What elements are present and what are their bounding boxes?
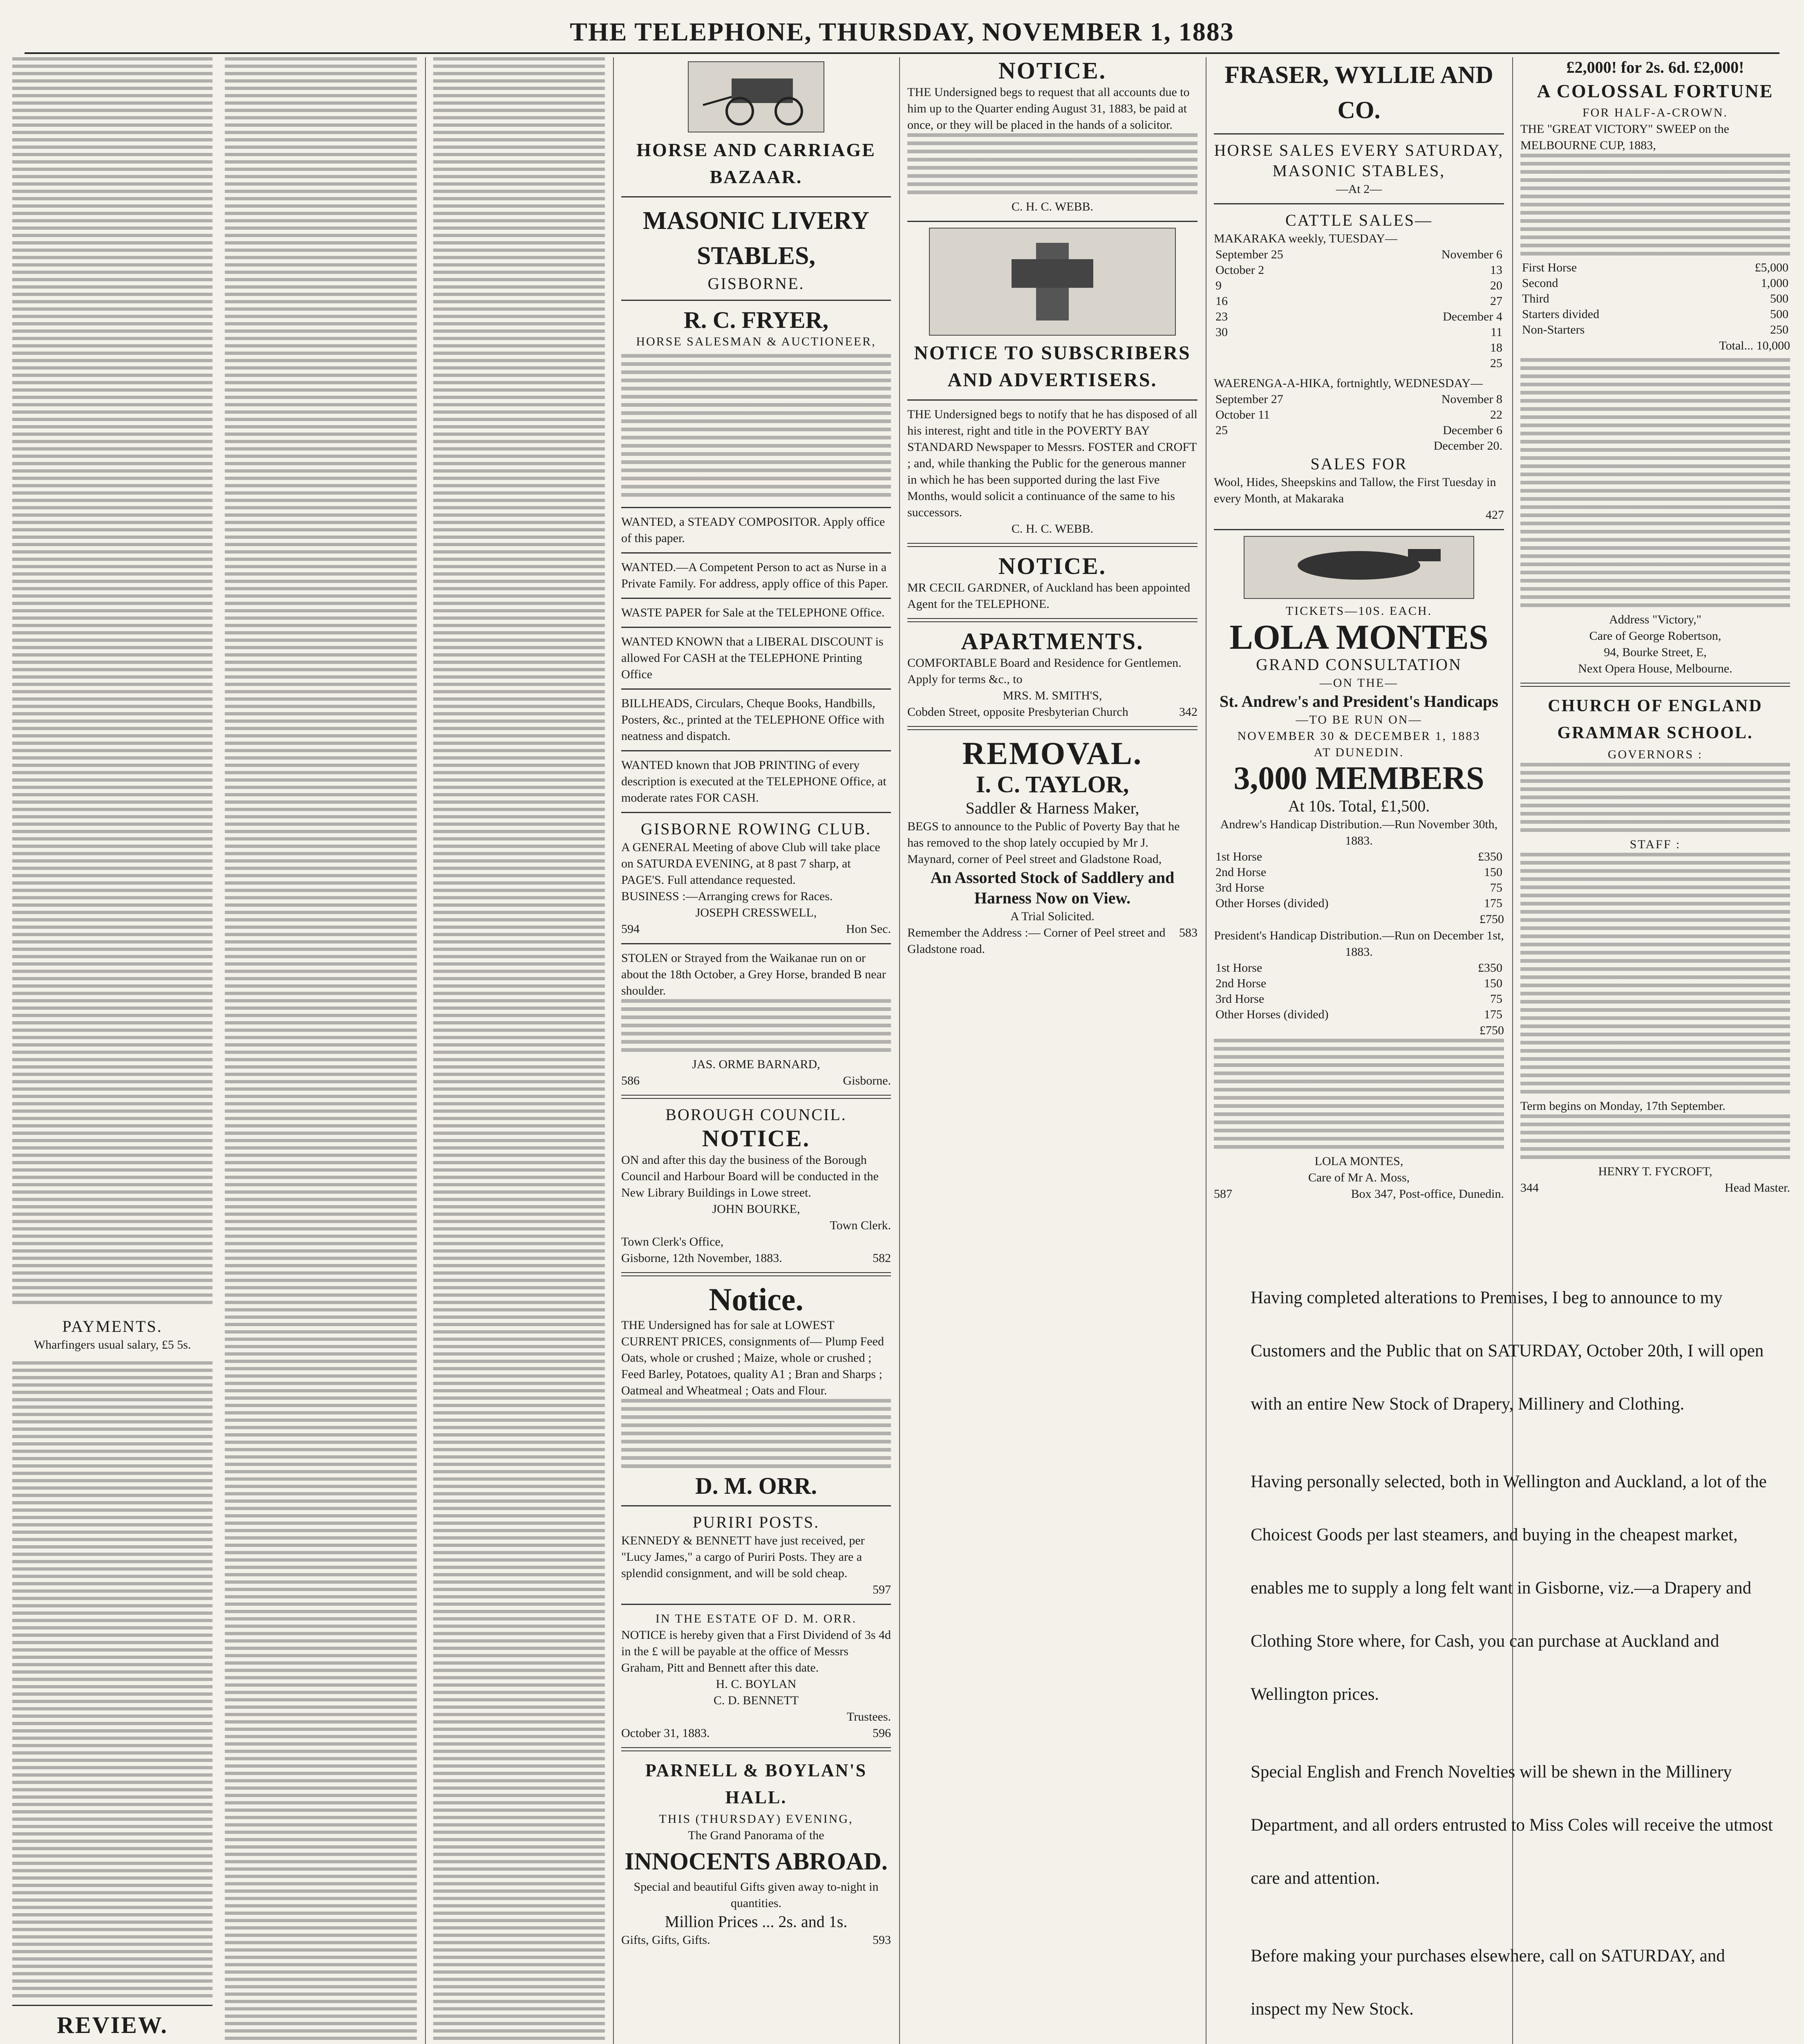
table-cell: 23 — [1215, 310, 1228, 323]
divider — [621, 1095, 891, 1099]
ad-number: 583 — [1179, 926, 1197, 939]
divider — [907, 543, 1197, 547]
hall-gifts: Special and beautiful Gifts given away to-night in quantities. — [633, 1880, 879, 1910]
table-cell: 16 — [1215, 294, 1228, 308]
lola-dates: NOVEMBER 30 & DECEMBER 1, 1883 — [1237, 729, 1481, 743]
table-cell: 27 — [1490, 294, 1502, 308]
table-row — [1214, 392, 1504, 407]
announcement-paragraph: Special English and French Novelties will be shewn in the Millinery Department, and all orders entrusted to Miss Coles will receive the utmost care and attention. — [1251, 1762, 1773, 1888]
table-cell: Starters divided — [1522, 307, 1600, 321]
divider — [907, 221, 1197, 222]
council-body: ON and after this day the business of the Borough Council and Harbour Board will be conducted in the New Library Buildings in Lowe street. — [621, 1153, 879, 1199]
prize-table-1 — [1214, 849, 1504, 911]
fortune-sub: FOR HALF-A-CROWN. — [1582, 106, 1728, 119]
staff-text — [1520, 853, 1790, 1098]
column-5 — [1214, 57, 1504, 1202]
cantle-announcement — [1251, 1271, 1774, 2044]
ad-number: 597 — [873, 1583, 891, 1596]
makaraka-line: MAKARAKA weekly, TUESDAY— — [1214, 232, 1397, 245]
lola-heading: LOLA MONTES — [1229, 617, 1488, 657]
makaraka-dates — [1214, 247, 1504, 371]
cattle-heading: CATTLE SALES— — [1285, 211, 1433, 229]
orr-text — [621, 1399, 891, 1472]
notice-heading: NOTICE. — [998, 57, 1107, 84]
lola-run: —TO BE RUN ON— — [1296, 713, 1422, 726]
table-cell: October 11 — [1215, 408, 1270, 421]
lola-on: —ON THE— — [1319, 676, 1399, 690]
rowing-business: BUSINESS :—Arranging crews for Races. — [621, 890, 833, 903]
table-row — [1214, 991, 1504, 1007]
announcement-paragraph: Having personally selected, both in Wellington and Auckland, a lot of the Choicest Goods per last steamers, and buying in the cheapest market, enables me to supply a long felt want in Gisborne, viz.—a Drapery and Clothing Store where, for Cash, you can purchase at Auckland and Wellington prices. — [1251, 1472, 1767, 1704]
table-cell: 2nd Horse — [1215, 865, 1267, 879]
table-cell: 11 — [1491, 325, 1502, 339]
table-cell: November 6 — [1441, 248, 1502, 261]
hall-panorama: The Grand Panorama of the — [688, 1829, 824, 1842]
table-row — [1214, 438, 1504, 454]
ad-number: 587 — [1214, 1187, 1232, 1201]
table-cell — [1214, 340, 1366, 356]
racehorse-icon — [1253, 541, 1465, 594]
prize-total-1: £750 — [1479, 912, 1504, 926]
racehorse-illustration — [1244, 536, 1474, 599]
table-cell: December 6 — [1443, 424, 1502, 437]
table-cell — [1214, 438, 1358, 454]
table-cell: 30 — [1215, 325, 1228, 339]
column-2 — [225, 57, 417, 2044]
table-row — [1214, 880, 1504, 896]
waerenga-dates — [1214, 392, 1504, 454]
table-cell: Other Horses (divided) — [1215, 1008, 1329, 1021]
table-row — [1214, 262, 1504, 278]
sweep-prize-table — [1520, 260, 1790, 338]
webb-body: THE Undersigned begs to request that all accounts due to him up to the Quarter ending August 31, 1883, be paid at once, or they will be placed in the hands of a solicitor. — [907, 85, 1190, 132]
announcement-paragraph: Having completed alterations to Premises, I beg to announce to my Customers and the Public that on SATURDAY, October 20th, I will open with an entire New Stock of Drapery, Millinery and Clothing. — [1251, 1288, 1764, 1414]
apartments-heading: APARTMENTS. — [961, 628, 1144, 654]
article-text — [433, 57, 605, 2044]
column-6 — [1520, 57, 1790, 1202]
divider — [621, 1747, 891, 1751]
divider — [621, 300, 891, 301]
divider — [1214, 203, 1504, 204]
taylor-stock: An Assorted Stock of Saddlery and Harness Now on View. — [930, 868, 1175, 907]
divider — [621, 552, 891, 554]
table-row — [1214, 294, 1504, 309]
table-cell: 20 — [1490, 279, 1502, 292]
divider — [621, 627, 891, 628]
orr-signature: D. M. ORR. — [695, 1472, 817, 1499]
at-time: —At 2— — [1336, 182, 1382, 196]
table-cell: 2nd Horse — [1215, 977, 1267, 990]
divider — [12, 2005, 213, 2006]
carriage-illustration — [688, 61, 824, 132]
table-cell: £350 — [1478, 961, 1502, 975]
table-row — [1520, 322, 1790, 338]
address-label: Address "Victory," — [1609, 613, 1701, 626]
divider — [621, 812, 891, 813]
table-row — [1214, 1007, 1504, 1022]
ad-number: 586 — [621, 1074, 640, 1087]
lola-care: Care of Mr A. Moss, — [1308, 1171, 1410, 1184]
hall-show-title: INNOCENTS ABROAD. — [624, 1848, 888, 1875]
ad-nurse: WANTED.—A Competent Person to act as Nurse in a Private Family. For address, apply office of this Paper. — [621, 560, 889, 590]
ad-printing: WANTED known that JOB PRINTING of every description is executed at the TELEPHONE Office, at moderate rates FOR CASH. — [621, 758, 886, 805]
webb-signature: C. H. C. WEBB. — [1011, 200, 1094, 213]
removal-heading: REMOVAL. — [962, 735, 1143, 771]
table-cell: Other Horses (divided) — [1215, 896, 1329, 910]
apartments-address: Cobden Street, opposite Presbyterian Church — [907, 705, 1128, 719]
divider — [1214, 133, 1504, 134]
table-cell: 25 — [1215, 424, 1228, 437]
carriage-icon — [695, 66, 817, 128]
table-cell: 150 — [1484, 865, 1502, 879]
term-line: Term begins on Monday, 17th September. — [1520, 1099, 1726, 1113]
table-row — [1214, 896, 1504, 911]
lola-consultation: GRAND CONSULTATION — [1256, 655, 1462, 674]
table-cell: Non-Starters — [1522, 323, 1585, 336]
table-cell: 75 — [1490, 881, 1502, 894]
sweep-text — [1520, 358, 1790, 612]
payments-text: Wharfingers usual salary, £5 5s. — [34, 1338, 191, 1351]
waerenga-line: WAERENGA-A-HIKA, fortnightly, WEDNESDAY— — [1214, 377, 1483, 390]
estate-signature: H. C. BOYLAN — [716, 1677, 797, 1691]
staff-heading: STAFF : — [1629, 838, 1681, 851]
divider — [907, 618, 1197, 622]
masthead: THE TELEPHONE, THURSDAY, NOVEMBER 1, 1883 — [25, 11, 1779, 54]
divider — [621, 507, 891, 508]
pointing-hand-icon — [938, 235, 1167, 329]
table-cell: 175 — [1484, 896, 1502, 910]
tickets-line: TICKETS—10S. EACH. — [1285, 604, 1432, 618]
prize-total-2: £750 — [1479, 1024, 1504, 1037]
ad-billheads: BILLHEADS, Circulars, Cheque Books, Handbills, Posters, &c., printed at the TELEPHONE Office with neatness and dispatch. — [621, 697, 884, 743]
prize-table-2 — [1214, 960, 1504, 1022]
apartments-body: COMFORTABLE Board and Residence for Gentlemen. Apply for terms &c., to — [907, 656, 1182, 686]
column-4 — [907, 57, 1197, 2044]
stolen-signature: JAS. ORME BARNARD, — [692, 1058, 820, 1071]
church-role: Head Master. — [1725, 1181, 1790, 1195]
fryer-name: R. C. FRYER, — [683, 307, 828, 333]
distribution-heading: Andrew's Handicap Distribution.—Run November 30th, 1883. — [1220, 818, 1498, 847]
lola-box: Box 347, Post-office, Dunedin. — [1351, 1187, 1504, 1201]
lola-total: At 10s. Total, £1,500. — [1288, 797, 1430, 815]
subscribers-body: THE Undersigned begs to notify that he has disposed of all his interest, right and title in the POVERTY BAY STANDARD Newspaper to Messrs. FOSTER and CROFT ; and, while thanking the Public for the generous manner in which he has been supported during the last Five Months, would solicit a continuance of the same to his successors. — [907, 408, 1197, 519]
stolen-body: STOLEN or Strayed from the Waikanae run on or about the 18th October, a Grey Horse, branded B near shoulder. — [621, 951, 886, 997]
lola-handicaps: St. Andrew's and President's Handicaps — [1219, 692, 1498, 710]
horse-sales: HORSE SALES EVERY SATURDAY, — [1214, 141, 1504, 159]
lola-place: AT DUNEDIN. — [1314, 746, 1404, 759]
fryer-title: HORSE SALESMAN & AUCTIONEER, — [636, 335, 876, 348]
notice-heading: NOTICE. — [702, 1125, 810, 1152]
table-row — [1520, 276, 1790, 291]
column-3 — [621, 57, 891, 2044]
taylor-name: I. C. TAYLOR, — [976, 771, 1129, 798]
distribution-heading: President's Handicap Distribution.—Run on December 1st, 1883. — [1214, 929, 1504, 959]
masonic-stables: MASONIC STABLES, — [1272, 161, 1446, 180]
subscribers-signature: C. H. C. WEBB. — [1011, 522, 1094, 536]
table-row — [1214, 976, 1504, 991]
taylor-solicit: A Trial Solicited. — [1010, 910, 1094, 923]
ad-number: 427 — [1486, 508, 1504, 522]
fryer-ad-text — [621, 354, 891, 501]
address-care: Care of George Robertson, — [1589, 629, 1721, 643]
table-cell: £5,000 — [1755, 261, 1788, 274]
section-heading: PAYMENTS. — [62, 1317, 163, 1336]
article-text — [12, 57, 213, 1308]
sales-heading: SALES FOR — [1310, 455, 1408, 473]
hall-heading: PARNELL & BOYLAN'S HALL. — [645, 1760, 867, 1807]
announcement-paragraph: Before making your purchases elsewhere, call on SATURDAY, and inspect my New Stock. — [1251, 1946, 1725, 2019]
table-cell: 500 — [1770, 292, 1788, 305]
divider — [621, 196, 891, 197]
divider — [621, 1604, 891, 1605]
estate-heading: IN THE ESTATE OF D. M. ORR. — [655, 1612, 857, 1625]
table-cell: 250 — [1770, 323, 1788, 336]
church-signature: HENRY T. FYCROFT, — [1598, 1165, 1712, 1178]
notice-heading: NOTICE. — [998, 553, 1107, 579]
council-heading: BOROUGH COUNCIL. — [665, 1105, 847, 1124]
gardner-body: MR CECIL GARDNER, of Auckland has been appointed Agent for the TELEPHONE. — [907, 581, 1191, 611]
table-cell: September 25 — [1215, 248, 1283, 261]
hall-prices: Million Prices ... 2s. and 1s. — [665, 1912, 848, 1931]
lola-signature: LOLA MONTES, — [1314, 1154, 1403, 1168]
governors-heading: GOVERNORS : — [1607, 748, 1703, 761]
orr-body: THE Undersigned has for sale at LOWEST CURRENT PRICES, consignments of— Plump Feed Oats, whole or crushed ; Maize, whole or crushed ; Feed Barley, Potatoes, quality A1 ; Bran and Sharps ; Oatmeal and Wheatmeal ; Oats and Flour. — [621, 1318, 884, 1397]
review-heading: REVIEW. — [57, 2012, 168, 2038]
ad-number: 594 — [621, 922, 640, 936]
ad-number: 344 — [1520, 1181, 1539, 1195]
table-cell: 175 — [1484, 1008, 1502, 1021]
rowing-role: Hon Sec. — [846, 922, 891, 936]
table-row — [1214, 407, 1504, 423]
governors-text — [1520, 763, 1790, 836]
council-office: Town Clerk's Office, — [621, 1235, 724, 1248]
ad-number: 596 — [873, 1726, 891, 1740]
table-cell: Third — [1522, 292, 1549, 305]
table-row — [1214, 340, 1504, 356]
table-cell: October 2 — [1215, 263, 1265, 277]
masonic-heading: MASONIC LIVERY STABLES, — [642, 207, 870, 270]
column-2b — [433, 57, 605, 2044]
table-cell: Second — [1522, 276, 1558, 290]
table-cell: December 20. — [1433, 439, 1502, 453]
table-cell: 75 — [1490, 992, 1502, 1006]
address-street: 94, Bourke Street, E, — [1604, 645, 1707, 659]
table-cell: 1,000 — [1761, 276, 1788, 290]
table-row — [1520, 307, 1790, 322]
table-row — [1214, 849, 1504, 865]
ad-number: 593 — [873, 1933, 891, 1947]
table-row — [1520, 291, 1790, 307]
table-cell: 18 — [1490, 341, 1502, 354]
article-text — [12, 1361, 213, 1999]
estate-date: October 31, 1883. — [621, 1726, 710, 1740]
table-cell: 3rd Horse — [1215, 992, 1265, 1006]
divider — [621, 943, 891, 944]
table-row — [1214, 865, 1504, 880]
table-cell: November 8 — [1441, 392, 1502, 406]
table-row — [1214, 247, 1504, 262]
divider — [621, 1505, 891, 1506]
stolen-town: Gisborne. — [843, 1074, 891, 1087]
sweep-text — [1520, 154, 1790, 260]
table-cell: First Horse — [1522, 261, 1577, 274]
council-role: Town Clerk. — [830, 1219, 891, 1232]
masonic-town: GISBORNE. — [707, 274, 805, 293]
webb-text — [907, 133, 1197, 199]
table-row — [1214, 423, 1504, 438]
hall-footer: Gifts, Gifts, Gifts. — [621, 1933, 710, 1947]
table-row — [1520, 260, 1790, 276]
stolen-text — [621, 999, 891, 1056]
table-cell: September 27 — [1215, 392, 1283, 406]
divider — [907, 399, 1197, 401]
church-school-heading: CHURCH OF ENGLAND GRAMMAR SCHOOL. — [1548, 697, 1763, 742]
column-rule — [899, 57, 900, 2044]
table-cell: 500 — [1770, 307, 1788, 321]
estate-signature: C. D. BENNETT — [713, 1694, 799, 1707]
church-text — [1520, 1114, 1790, 1163]
horse-bazaar-heading: HORSE AND CARRIAGE BAZAAR. — [636, 139, 876, 187]
table-row — [1214, 278, 1504, 294]
lola-text — [1214, 1039, 1504, 1153]
table-row — [1214, 325, 1504, 340]
ad-number: 342 — [1179, 705, 1197, 719]
fortune-heading: A COLOSSAL FORTUNE — [1537, 81, 1774, 101]
table-cell: 25 — [1490, 356, 1502, 370]
sweep-total: Total... 10,000 — [1719, 339, 1790, 352]
table-cell: 1st Horse — [1215, 961, 1262, 975]
divider — [621, 750, 891, 751]
ad-compositor: WANTED, a STEADY COMPOSITOR. Apply office of this paper. — [621, 515, 885, 545]
divider — [907, 726, 1197, 730]
taylor-body: BEGS to announce to the Public of Poverty Bay that he has removed to the shop lately occupied by Mr J. Maynard, corner of Peel street and Gladstone Road, — [907, 820, 1180, 866]
puriri-heading: PURIRI POSTS. — [692, 1513, 820, 1531]
fraser-heading: FRASER, WYLLIE AND CO. — [1224, 61, 1493, 123]
taylor-address: Remember the Address :— Corner of Peel street and Gladstone road. — [907, 926, 1166, 956]
rowing-heading: GISBORNE ROWING CLUB. — [640, 820, 872, 838]
council-date: Gisborne, 12th November, 1883. — [621, 1251, 782, 1265]
column-rule — [613, 57, 614, 2044]
article-text — [225, 57, 417, 2044]
notice-heading: Notice. — [709, 1282, 804, 1317]
table-cell: 9 — [1215, 279, 1222, 292]
subscribers-heading: NOTICE TO SUBSCRIBERS AND ADVERTISERS. — [914, 342, 1191, 391]
table-cell: 22 — [1490, 408, 1502, 421]
promo-line: £2,000! for 2s. 6d. £2,000! — [1566, 58, 1744, 76]
divider — [621, 688, 891, 690]
rowing-signature: JOSEPH CRESSWELL, — [695, 906, 817, 919]
sweep-line: THE "GREAT VICTORY" SWEEP on the MELBOURNE CUP, 1883, — [1520, 122, 1729, 152]
address-city: Next Opera House, Melbourne. — [1578, 662, 1732, 675]
table-row — [1214, 356, 1504, 371]
divider — [621, 1272, 891, 1276]
table-cell: 13 — [1490, 263, 1502, 277]
puriri-body: KENNEDY & BENNETT have just received, per "Lucy James," a cargo of Puriri Posts. They are a splendid consignment, and will be sold cheap. — [621, 1534, 865, 1580]
table-cell: 3rd Horse — [1215, 881, 1265, 894]
lola-members: 3,000 MEMBERS — [1233, 760, 1484, 796]
table-cell: 1st Horse — [1215, 850, 1262, 863]
divider — [621, 598, 891, 599]
table-row — [1214, 309, 1504, 325]
ad-waste-paper: WASTE PAPER for Sale at the TELEPHONE Office. — [621, 606, 885, 619]
divider — [1520, 683, 1790, 687]
council-signature: JOHN BOURKE, — [712, 1202, 800, 1216]
column-rule — [425, 57, 426, 2044]
estate-role: Trustees. — [846, 1710, 891, 1724]
table-cell — [1214, 356, 1366, 371]
table-cell: £350 — [1478, 850, 1502, 863]
hall-evening: THIS (THURSDAY) EVENING, — [659, 1812, 853, 1826]
table-cell: 150 — [1484, 977, 1502, 990]
estate-body: NOTICE is hereby given that a First Dividend of 3s 4d in the £ will be payable at the office of Messrs Graham, Pitt and Bennett after this date. — [621, 1628, 891, 1674]
table-cell: December 4 — [1443, 310, 1502, 323]
hand-illustration — [929, 228, 1176, 336]
sales-body: Wool, Hides, Sheepskins and Tallow, the First Tuesday in every Month, at Makaraka — [1214, 475, 1496, 505]
ad-number: 582 — [873, 1251, 891, 1265]
rowing-body: A GENERAL Meeting of above Club will take place on SATURDA EVENING, at 8 past 7 sharp, at PAGE'S. Full attendance requested. — [621, 840, 880, 887]
table-row — [1214, 960, 1504, 976]
divider — [1214, 529, 1504, 530]
apartments-name: MRS. M. SMITH'S, — [1003, 689, 1102, 702]
column-1 — [12, 57, 213, 2044]
ad-discount: WANTED KNOWN that a LIBERAL DISCOUNT is allowed For CASH at the TELEPHONE Printing Office — [621, 635, 884, 681]
taylor-title: Saddler & Harness Maker, — [965, 799, 1139, 817]
